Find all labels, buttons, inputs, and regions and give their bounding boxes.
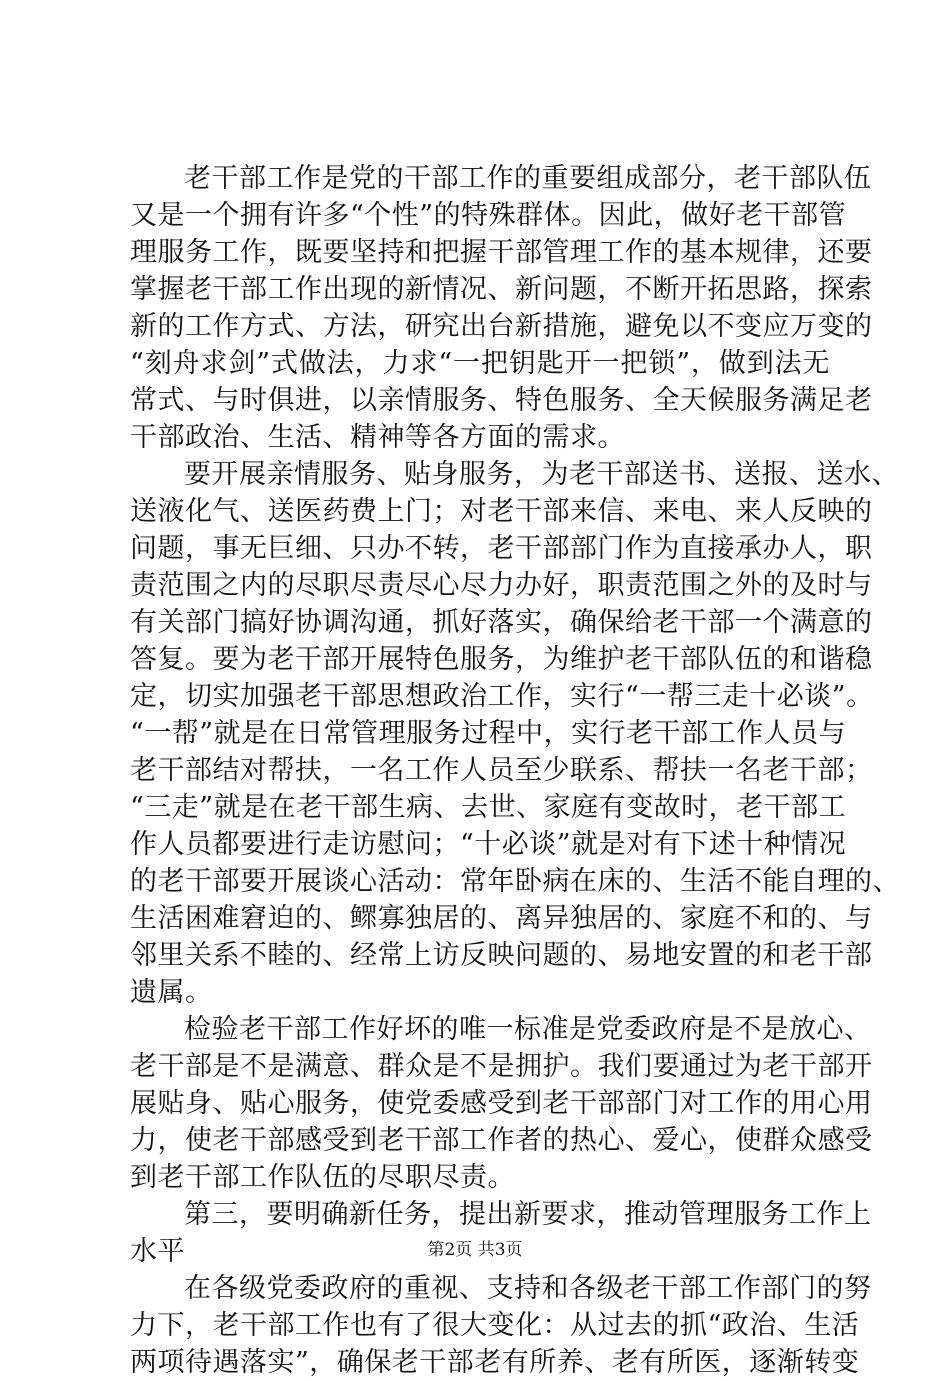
paragraph-2-line-14: 邻里关系不睦的、经常上访反映问题的、易地安置的和老干部 (130, 940, 873, 971)
paragraph-2-line-15: 遗属。 (130, 977, 213, 1008)
paragraph-2-line-3: 问题，事无巨细、只办不转，老干部部门作为直接承办人，职 (130, 533, 873, 564)
paragraph-2-line-11: 作人员都要进行走访慰问；“十必谈”就是对有下述十种情况 (130, 829, 847, 860)
paragraph-3-line-3: 展贴身、贴心服务，使党委感受到老干部部门对工作的用心用 (130, 1088, 873, 1119)
paragraph-4-line-1: 在各级党委政府的重视、支持和各级老干部工作部门的努 (184, 1273, 872, 1304)
paragraph-2-line-1: 要开展亲情服务、贴身服务，为老干部送书、送报、送水、 (184, 459, 899, 490)
paragraph-1-line-1: 老干部工作是党的干部工作的重要组成部分，老干部队伍 (184, 163, 872, 194)
paragraph-3-line-1: 检验老干部工作好坏的唯一标准是党委政府是不是放心、 (184, 1014, 872, 1045)
paragraph-2-line-7: 定，切实加强老干部思想政治工作，实行“一帮三走十必谈”。 (130, 681, 874, 712)
paragraph-1-line-7: 常式、与时俱进，以亲情服务、特色服务、全天候服务满足老 (130, 385, 873, 416)
paragraph-2-line-2: 送液化气、送医药费上门；对老干部来信、来电、来人反映的 (130, 496, 873, 527)
section-heading-line-1: 第三，要明确新任务，提出新要求，推动管理服务工作上 (184, 1199, 872, 1230)
paragraph-2-line-10: “三走”就是在老干部生病、去世、家庭有变故时，老干部工 (130, 792, 847, 823)
paragraph-2-line-13: 生活困难窘迫的、鳏寡独居的、离异独居的、家庭不和的、与 (130, 903, 873, 934)
paragraph-2-line-4: 责范围之内的尽职尽责尽心尽力办好，职责范围之外的及时与 (130, 570, 873, 601)
paragraph-3-line-5: 到老干部工作队伍的尽职尽责。 (130, 1162, 515, 1193)
paragraph-2-line-6: 答复。要为老干部开展特色服务，为维护老干部队伍的和谐稳 (130, 644, 873, 675)
paragraph-1-line-3: 理服务工作，既要坚持和把握干部管理工作的基本规律，还要 (130, 237, 873, 268)
page-number-footer: 第2页 共3页 (427, 1240, 523, 1260)
section-heading-line-2: 水平 (130, 1236, 185, 1267)
paragraph-2-line-9: 老干部结对帮扶，一名工作人员至少联系、帮扶一名老干部； (130, 755, 873, 786)
paragraph-2-line-8: “一帮”就是在日常管理服务过程中，实行老干部工作人员与 (130, 718, 847, 749)
paragraph-4-line-3: 两项待遇落实”，确保老干部老有所养、老有所医，逐渐转变 (130, 1347, 860, 1378)
paragraph-4-line-2: 力下，老干部工作也有了很大变化：从过去的抓“政治、生活 (130, 1310, 860, 1341)
paragraph-2-line-12: 的老干部要开展谈心活动：常年卧病在床的、生活不能自理的、 (130, 866, 900, 897)
paragraph-1-line-4: 掌握老干部工作出现的新情况、新问题，不断开拓思路，探索 (130, 274, 873, 305)
paragraph-2-line-5: 有关部门搞好协调沟通，抓好落实，确保给老干部一个满意的 (130, 607, 873, 638)
paragraph-3-line-4: 力，使老干部感受到老干部工作者的热心、爱心，使群众感受 (130, 1125, 873, 1156)
paragraph-3-line-2: 老干部是不是满意、群众是不是拥护。我们要通过为老干部开 (130, 1051, 873, 1082)
paragraph-1-line-2: 又是一个拥有许多“个性”的特殊群体。因此，做好老干部管 (130, 200, 847, 231)
paragraph-1-line-6: “刻舟求剑”式做法，力求“一把钥匙开一把锁”，做到法无 (130, 348, 830, 379)
paragraph-1-line-5: 新的工作方式、方法，研究出台新措施，避免以不变应万变的 (130, 311, 873, 342)
paragraph-1-line-8: 干部政治、生活、精神等各方面的需求。 (130, 422, 625, 453)
